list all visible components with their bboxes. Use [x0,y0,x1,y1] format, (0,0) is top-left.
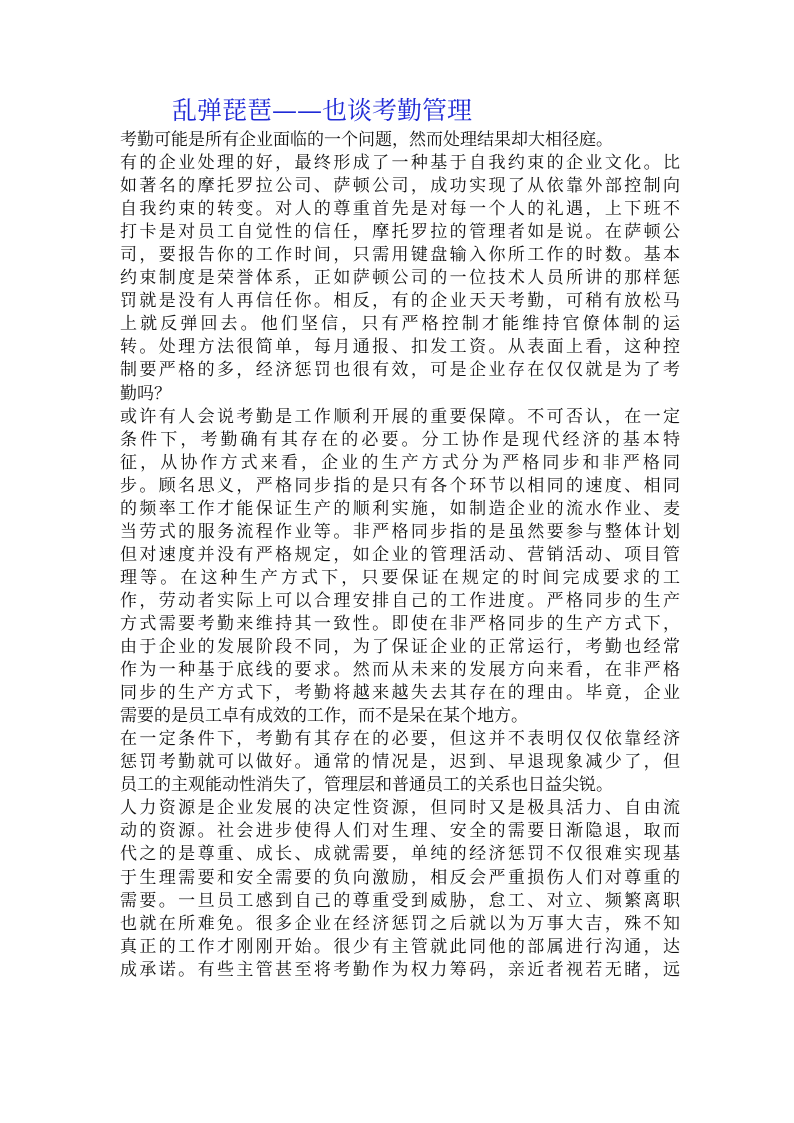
text-line: 人力资源是企业发展的决定性资源，但同时又是极具活力、自由流 [120,798,680,819]
text-line: 动的资源。社会进步使得人们对生理、安全的需要日渐隐退，取而 [120,821,680,842]
text-line: 罚就是没有人再信任你。相反，有的企业天天考勤，可稍有放松马 [120,291,680,312]
text-line: 作为一种基于底线的要求。然而从未来的发展方向来看，在非严格 [120,660,680,681]
text-line: 制要严格的多，经济惩罚也很有效，可是企业存在仅仅就是为了考 [120,360,680,381]
text-line: 征，从协作方式来看，企业的生产方式分为严格同步和非严格同 [120,452,680,473]
text-line: 方式需要考勤来维持其一致性。即使在非严格同步的生产方式下， [120,613,680,634]
article-body [120,129,680,982]
text-line: 由于企业的发展阶段不同，为了保证企业的正常运行，考勤也经常 [120,637,680,658]
text-line: 于生理需要和安全需要的负向激励，相反会严重损伤人们对尊重的 [120,867,680,888]
text-line: 或许有人会说考勤是工作顺利开展的重要保障。不可否认，在一定 [120,406,680,427]
text-line: 打卡是对员工自觉性的信任，摩托罗拉的管理者如是说。在萨顿公 [120,222,680,243]
text-line: 需要的是员工卓有成效的工作，而不是呆在某个地方。 [120,706,528,727]
text-line: 如著名的摩托罗拉公司、萨顿公司，成功实现了从依靠外部控制向 [120,176,680,197]
text-line: 代之的是尊重、成长、成就需要，单纯的经济惩罚不仅很难实现基 [120,844,680,865]
text-line: 也就在所难免。很多企业在经济惩罚之后就以为万事大吉，殊不知 [120,913,680,934]
text-line: 条件下，考勤确有其存在的必要。分工协作是现代经济的基本特 [120,429,680,450]
text-line: 有的企业处理的好，最终形成了一种基于自我约束的企业文化。比 [120,153,680,174]
text-line: 步。顾名思义，严格同步指的是只有各个环节以相同的速度、相同 [120,475,680,496]
text-line: 但对速度并没有严格规定，如企业的管理活动、营销活动、项目管 [120,544,680,565]
text-line: 成承诺。有些主管甚至将考勤作为权力筹码，亲近者视若无睹，远 [120,959,680,980]
text-line: 勤吗？ [120,383,171,404]
text-line: 理等。在这种生产方式下，只要保证在规定的时间完成要求的工 [120,567,680,588]
text-line: 转。处理方法很简单，每月通报、扣发工资。从表面上看，这种控 [120,337,680,358]
text-line: 作，劳动者实际上可以合理安排自己的工作进度。严格同步的生产 [120,590,680,611]
text-line: 员工的主观能动性消失了，管理层和普通员工的关系也日益尖锐。 [120,775,613,796]
text-line: 自我约束的转变。对人的尊重首先是对每一个人的礼遇，上下班不 [120,199,680,220]
text-line: 上就反弹回去。他们坚信，只有严格控制才能维持官僚体制的运 [120,314,680,335]
text-line: 同步的生产方式下，考勤将越来越失去其存在的理由。毕竟，企业 [120,683,680,704]
text-line: 惩罚考勤就可以做好。通常的情况是，迟到、早退现象减少了，但 [120,752,680,773]
text-line: 在一定条件下，考勤有其存在的必要，但这并不表明仅仅依靠经济 [120,729,680,750]
text-line: 需要。一旦员工感到自己的尊重受到威胁，怠工、对立、频繁离职 [120,890,680,911]
text-line: 的频率工作才能保证生产的顺利实施，如制造企业的流水作业、麦 [120,498,680,519]
text-line: 真正的工作才刚刚开始。很少有主管就此同他的部属进行沟通，达 [120,936,680,957]
text-line: 当劳式的服务流程作业等。非严格同步指的是虽然要参与整体计划 [120,521,680,542]
page-title: 乱弹琵琶——也谈考勤管理 [172,96,473,125]
text-line: 司，要报告你的工作时间，只需用键盘输入你所工作的时数。基本 [120,245,680,266]
text-line: 考勤可能是所有企业面临的一个问题，然而处理结果却大相径庭。 [120,130,613,150]
text-line: 约束制度是荣誉体系，正如萨顿公司的一位技术人员所讲的那样惩 [120,268,680,289]
